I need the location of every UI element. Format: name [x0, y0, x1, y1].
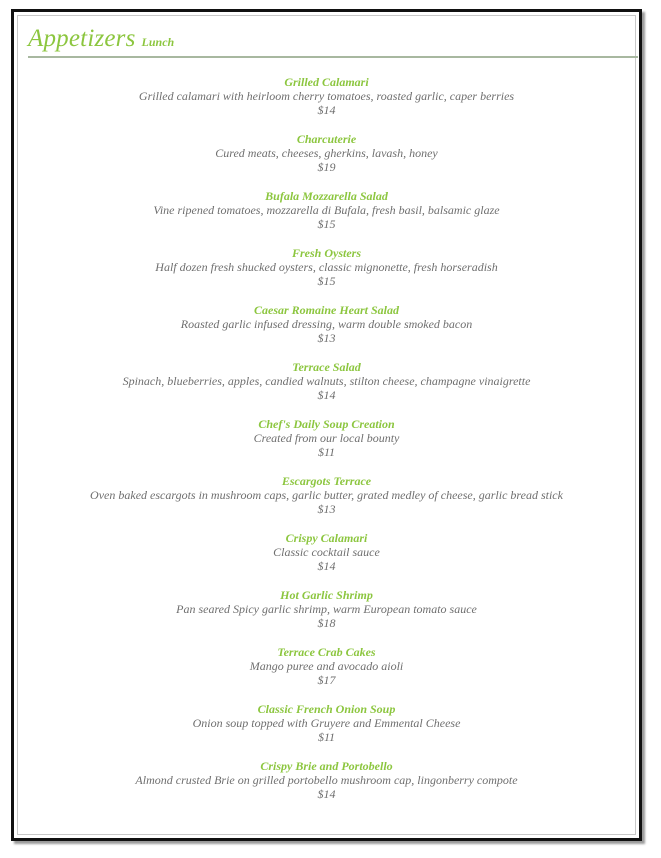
menu-item [18, 75, 635, 132]
menu-item [18, 189, 635, 246]
menu-item-name: Classic French Onion Soup [257, 702, 396, 716]
menu-item-description: Vine ripened tomatoes, mozzarella di Bufala, fresh basil, balsamic glaze [153, 203, 500, 217]
page-title: Appetizers [28, 25, 136, 52]
menu-item [18, 360, 635, 417]
menu-item-description: Cured meats, cheeses, gherkins, lavash, honey [215, 146, 438, 160]
menu-item-name: Escargots Terrace [281, 474, 372, 488]
menu-item [18, 759, 635, 816]
menu-item-description: Onion soup topped with Gruyere and Emmental Cheese [192, 716, 461, 730]
menu-item [18, 132, 635, 189]
menu-item-description: Almond crusted Brie on grilled portobello mushroom cap, lingonberry compote [135, 773, 518, 787]
menu-item-description: Spinach, blueberries, apples, candied walnuts, stilton cheese, champagne vinaigrette [122, 374, 531, 388]
menu-item-name: Crispy Brie and Portobello [260, 759, 393, 773]
menu-item-name: Hot Garlic Shrimp [280, 588, 373, 602]
menu-item-name: Caesar Romaine Heart Salad [253, 303, 399, 317]
menu-item-price: $13 [317, 502, 336, 516]
menu-item-description: Created from our local bounty [253, 431, 400, 445]
menu-item-name: Charcuterie [296, 132, 357, 146]
menu-item [18, 474, 635, 531]
menu-item-price: $13 [317, 331, 336, 345]
menu-item-price: $14 [317, 787, 336, 801]
menu-item [18, 246, 635, 303]
menu-item-price: $17 [317, 673, 336, 687]
menu-item [18, 702, 635, 759]
menu-list [18, 75, 635, 816]
menu-item [18, 417, 635, 474]
menu-item [18, 303, 635, 360]
menu-item [18, 645, 635, 702]
menu-item-name: Fresh Oysters [291, 246, 361, 260]
menu-item-description: Mango puree and avocado aioli [249, 659, 404, 673]
menu-item-price: $14 [317, 103, 336, 117]
menu-item-name: Terrace Crab Cakes [277, 645, 376, 659]
menu-item-description: Classic cocktail sauce [273, 545, 380, 559]
menu-item-description: Oven baked escargots in mushroom caps, garlic butter, grated medley of cheese, garlic bread stick [90, 488, 563, 502]
menu-item-description: Grilled calamari with heirloom cherry tomatoes, roasted garlic, caper berries [138, 89, 515, 103]
menu-header [28, 24, 638, 58]
menu-item-description: Pan seared Spicy garlic shrimp, warm European tomato sauce [176, 602, 477, 616]
menu-item-price: $14 [317, 559, 336, 573]
menu-item-name: Bufala Mozzarella Salad [265, 189, 388, 203]
menu-item-name: Chef's Daily Soup Creation [258, 417, 395, 431]
menu-item-price: $15 [317, 274, 336, 288]
menu-item-name: Crispy Calamari [285, 531, 368, 545]
menu-item [18, 588, 635, 645]
menu-item-name: Grilled Calamari [284, 75, 369, 89]
menu-item-price: $18 [317, 616, 336, 630]
menu-item-price: $15 [317, 217, 336, 231]
menu-page-inner-border [17, 15, 636, 835]
menu-item-price: $19 [317, 160, 336, 174]
menu-item-price: $11 [317, 730, 336, 744]
menu-page-frame [11, 9, 642, 841]
menu-item-price: $14 [317, 388, 336, 402]
menu-item-name: Terrace Salad [292, 360, 361, 374]
menu-item-price: $11 [317, 445, 336, 459]
menu-item-description: Roasted garlic infused dressing, warm double smoked bacon [180, 317, 473, 331]
menu-item-description: Half dozen fresh shucked oysters, classic mignonette, fresh horseradish [155, 260, 498, 274]
menu-item [18, 531, 635, 588]
page-subtitle: Lunch [141, 35, 175, 49]
